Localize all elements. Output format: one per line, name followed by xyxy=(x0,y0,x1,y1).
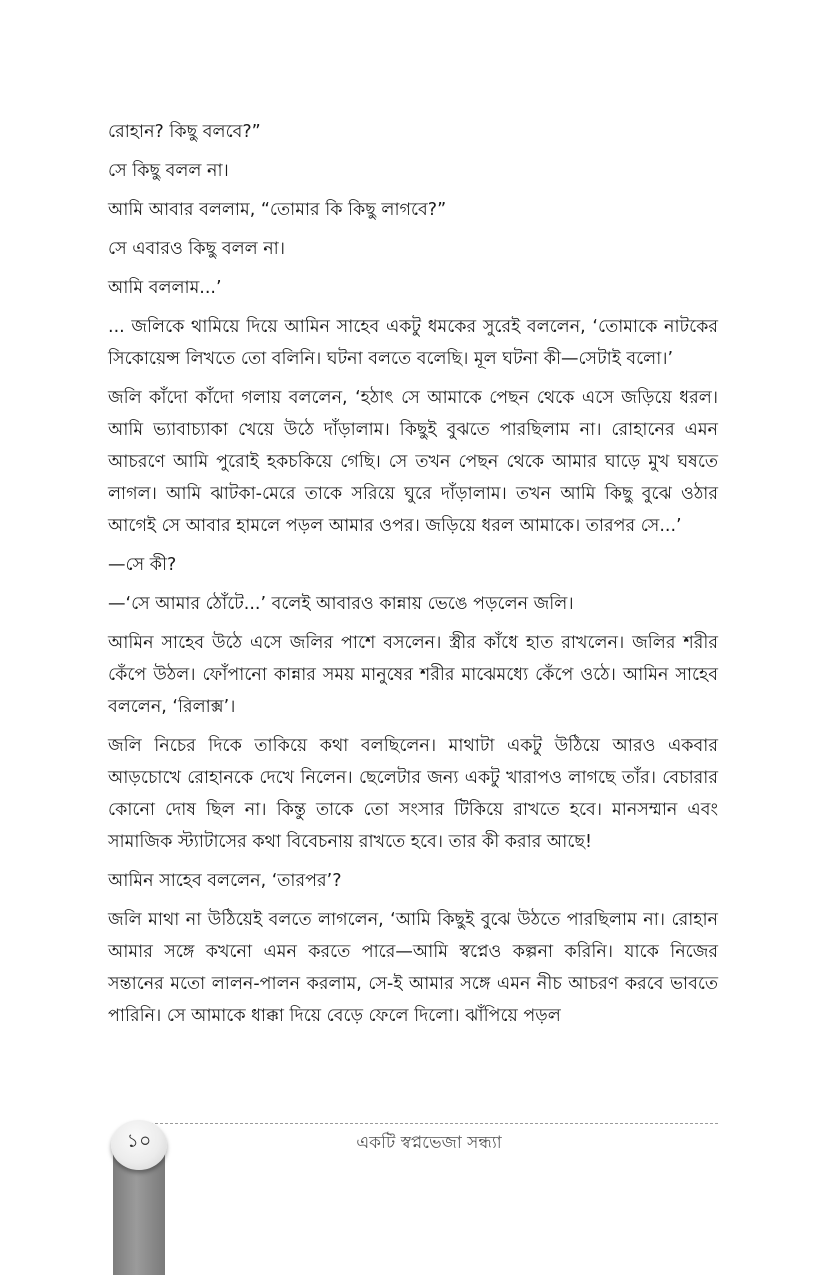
paragraph-8: —সে কী? xyxy=(108,555,177,575)
paragraph-2: সে কিছু বলল না। xyxy=(108,161,229,181)
paragraph-10: আমিন সাহেব উঠে এসে জলির পাশে বসলেন। স্ত্রীর কাঁধে হাত রাখলেন। জলির শরীর কেঁপে উঠল। ফোঁপানো কান্নার সময় মানুষের শরীর মাঝেমধ্যে কেঁপে ওঠে। আমিন সাহেব বললেন, ‘রিলাক্স’। xyxy=(108,633,718,717)
paragraph-6: ... জলিকে থামিয়ে দিয়ে আমিন সাহেব একটু ধমকের সুরেই বললেন, ‘তোমাকে নাটকের সিকোয়েন্স লিখতে তো বলিনি। ঘটনা বলতে বলেছি। মূল ঘটনা কী—সেটাই বলো।’ xyxy=(108,317,718,369)
paragraph-9: —‘সে আমার ঠোঁটে...’ বলেই আবারও কান্নায় ভেঙে পড়লেন জলি। xyxy=(108,594,574,614)
paragraph-1: রোহান? কিছু বলবে?” xyxy=(108,122,261,142)
page-number: ১০ xyxy=(126,1130,152,1152)
body-text xyxy=(108,116,718,1039)
running-book-title: একটি স্বপ্নভেজা সন্ধ্যা xyxy=(356,1133,502,1153)
paragraph-4: সে এবারও কিছু বলল না। xyxy=(108,239,285,259)
paragraph-13: জলি মাথা না উঠিয়েই বলতে লাগলেন, ‘আমি কিছুই বুঝে উঠতে পারছিলাম না। রোহান আমার সঙ্গে কখনো এমন করতে পারে—আমি স্বপ্নেও কল্পনা করিনি। যাকে নিজের সন্তানের মতো লালন-পালন করলাম, সে-ই আমার সঙ্গে এমন নীচ আচরণ করবে ভাবতে পারিনি। সে আমাকে ধাক্কা দিয়ে বেড়ে ফেলে দিলো। ঝাঁপিয়ে পড়ল xyxy=(108,910,718,1026)
paragraph-12: আমিন সাহেব বললেন, ‘তারপর’? xyxy=(108,871,342,891)
paragraph-11: জলি নিচের দিকে তাকিয়ে কথা বলছিলেন। মাথাটা একটু উঠিয়ে আরও একবার আড়চোখে রোহানকে দেখে নিলেন। ছেলেটার জন্য একটু খারাপও লাগছে তাঁর। বেচারার কোনো দোষ ছিল না। কিন্তু তাকে তো সংসার টিকিয়ে রাখতে হবে। মানসম্মান এবং সামাজিক স্ট্যাটাসের কথা বিবেচনায় রাখতে হবে। তার কী করার আছে! xyxy=(108,736,718,852)
paragraph-7: জলি কাঁদো কাঁদো গলায় বললেন, ‘হঠাৎ সে আমাকে পেছন থেকে এসে জড়িয়ে ধরল। আমি ভ্যাবাচ্যাকা খেয়ে উঠে দাঁড়ালাম। কিছুই বুঝতে পারছিলাম না। রোহানের এমন আচরণে আমি পুরোই হকচকিয়ে গেছি। সে তখন পেছন থেকে আমার ঘাড়ে মুখ ঘষতে লাগল। আমি ঝাটকা-মেরে তাকে সরিয়ে ঘুরে দাঁড়ালাম। তখন আমি কিছু বুঝে ওঠার আগেই সে আবার হামলে পড়ল আমার ওপর। জড়িয়ে ধরল আমাকে। তারপর সে...’ xyxy=(108,388,718,536)
footer-divider xyxy=(140,1123,718,1124)
paragraph-3: আমি আবার বললাম, “তোমার কি কিছু লাগবে?” xyxy=(108,200,447,220)
paragraph-5: আমি বললাম...’ xyxy=(108,278,222,298)
